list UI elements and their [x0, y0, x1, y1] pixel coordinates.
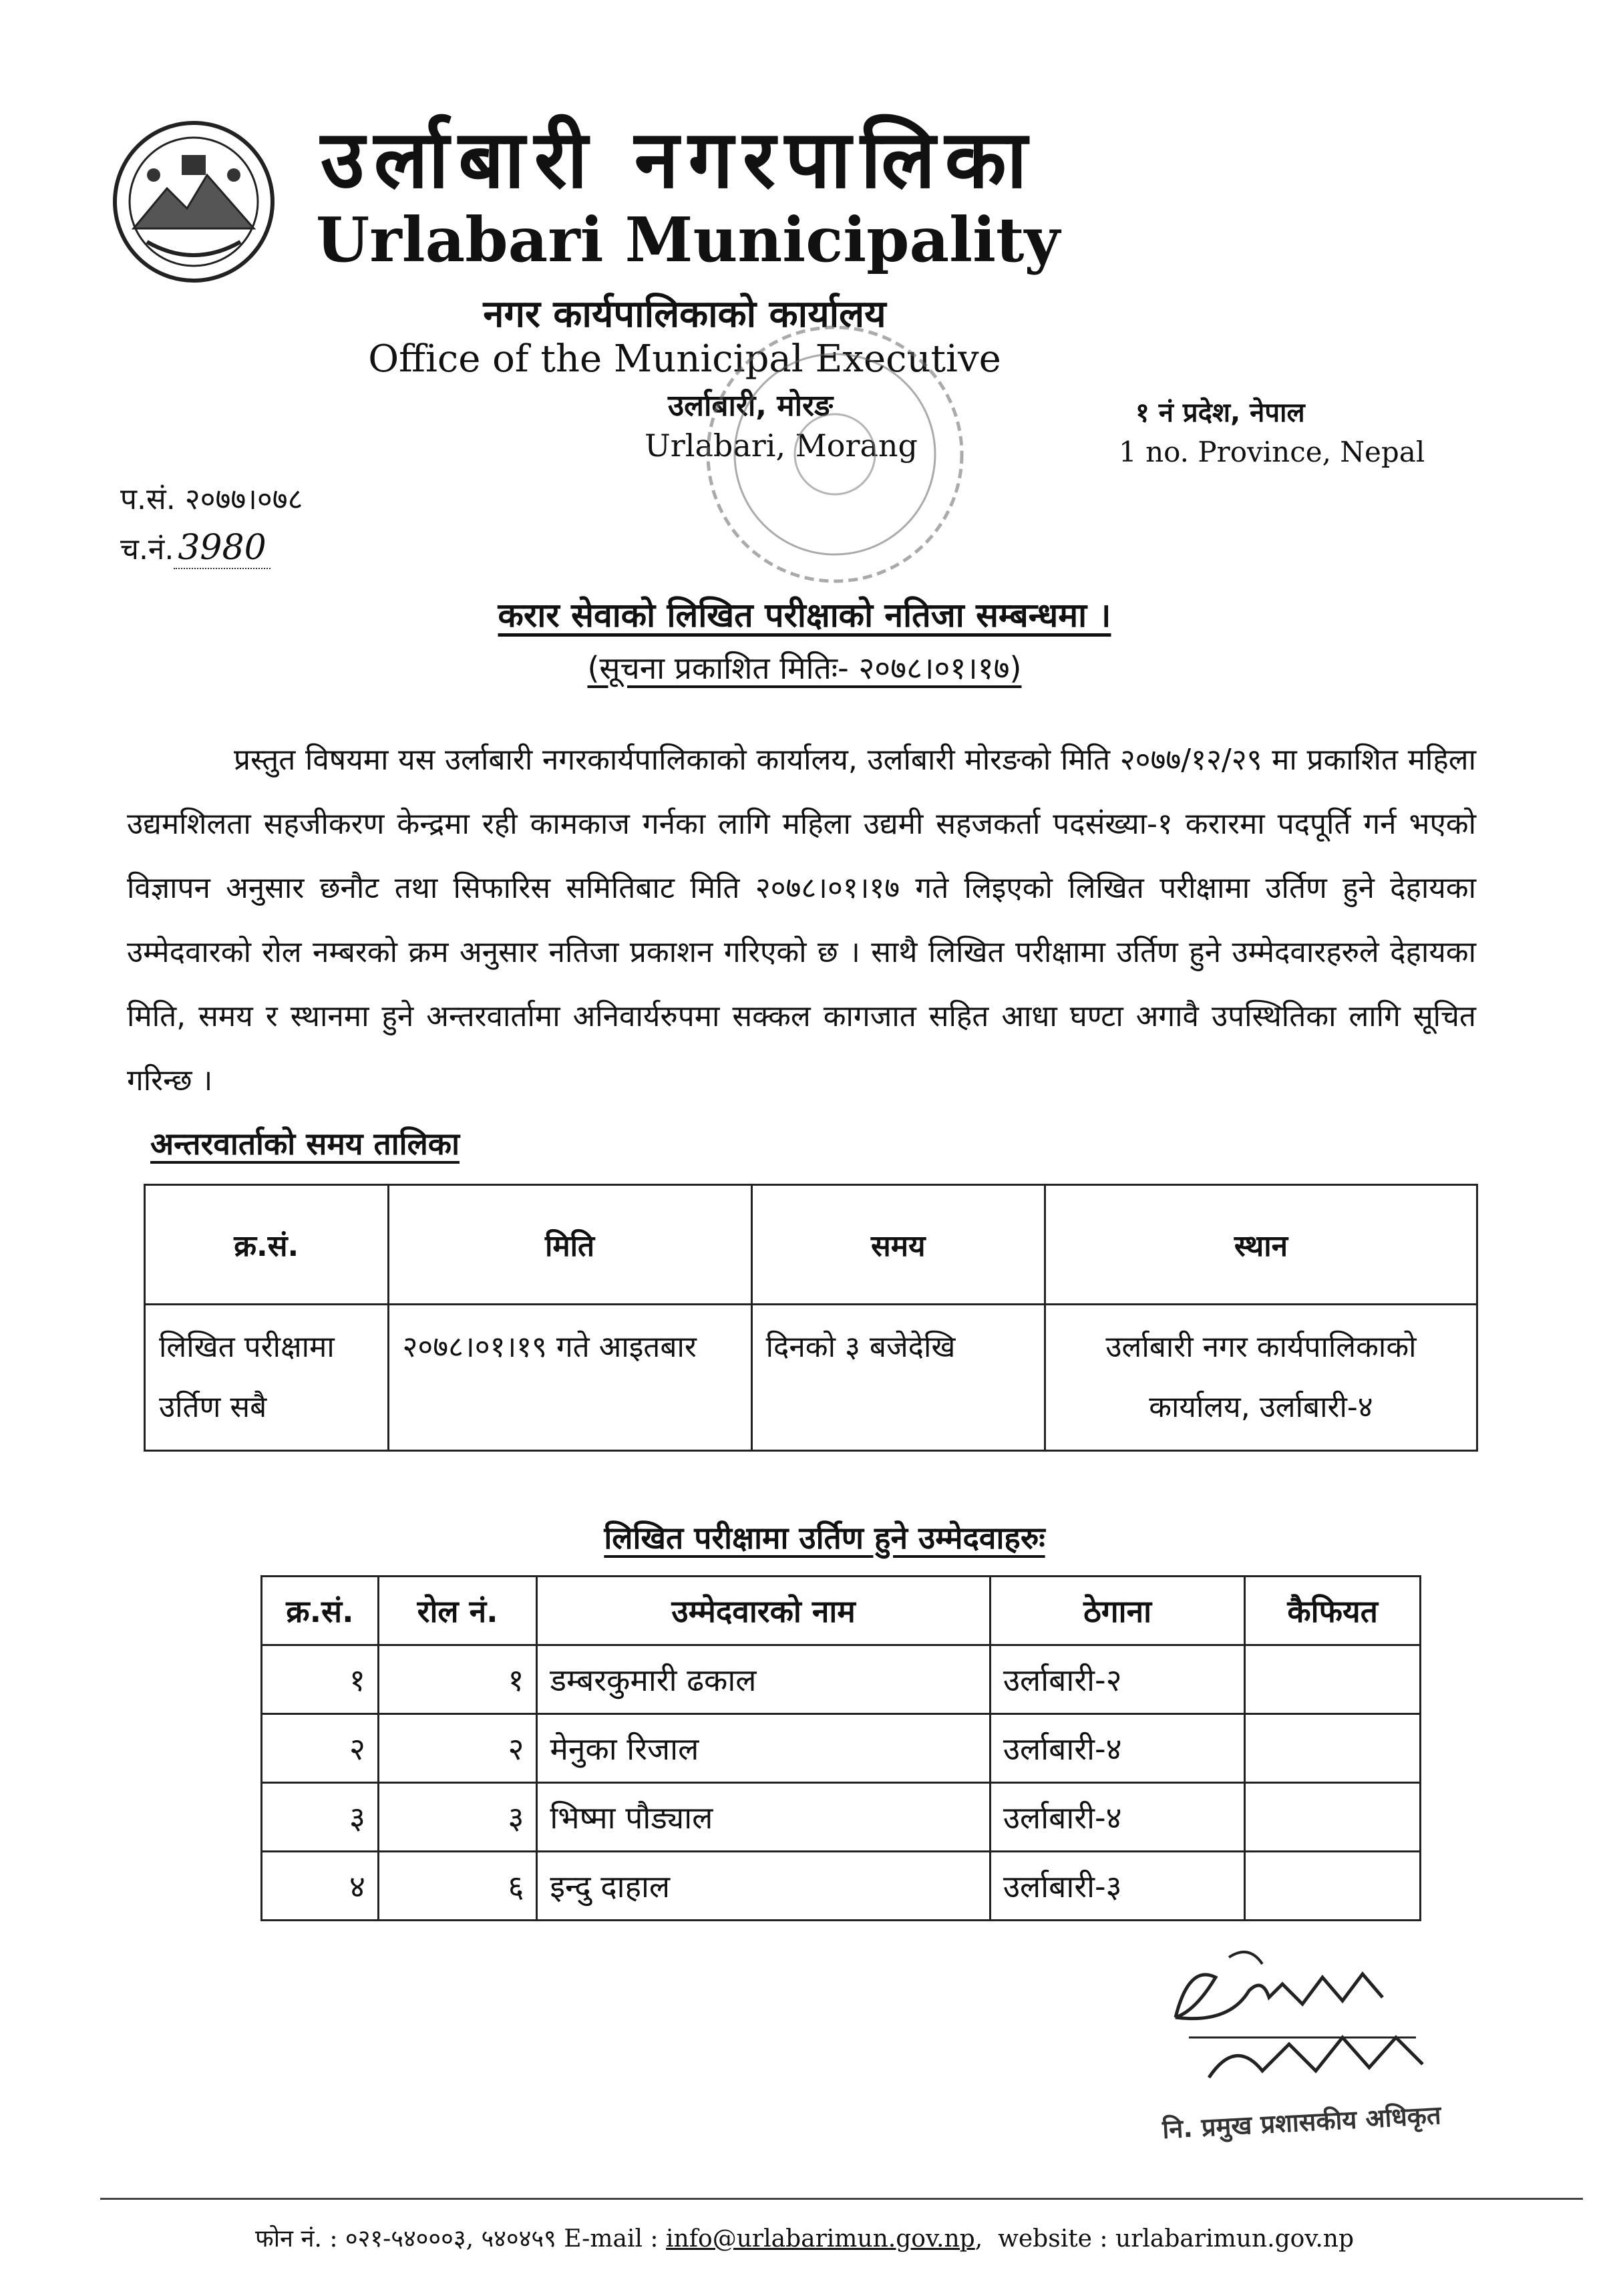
phone-number: ०२१-५४०००३, ५४०४५९	[345, 2225, 556, 2253]
cand-remarks	[1245, 1714, 1421, 1783]
cand-remarks	[1245, 1645, 1421, 1714]
cand-name: डम्बरकुमारी ढकाल	[537, 1645, 990, 1714]
province-en: 1 no. Province, Nepal	[1119, 436, 1425, 468]
table-header-row	[262, 1577, 1421, 1645]
office-title-np: नगर कार्यपालिकाको कार्यालय	[483, 293, 886, 336]
schedule-cell-time: दिनको ३ बजेदेखि	[751, 1305, 1045, 1451]
interview-schedule-table	[144, 1184, 1478, 1452]
schedule-header-place: स्थान	[1045, 1185, 1477, 1305]
table-row	[262, 1852, 1421, 1921]
schedule-cell-sn: लिखित परीक्षामा उर्तिण सबै	[145, 1305, 389, 1451]
table-row	[262, 1783, 1421, 1852]
address-np: उर्लाबारी, मोरङ	[668, 389, 834, 423]
schedule-heading: अन्तरवार्ताको समय तालिका	[150, 1126, 460, 1162]
cand-header-roll: रोल नं.	[378, 1577, 537, 1645]
footer-divider	[100, 2198, 1583, 2200]
candidates-heading-text: लिखित परीक्षामा उर्तिण हुने उम्मेदवाहरुः	[604, 1520, 1045, 1556]
cand-sn: ४	[262, 1852, 379, 1921]
reference-ps	[120, 478, 303, 518]
province-np: १ नं प्रदेश, नेपाल	[1135, 397, 1305, 428]
table-header-row	[145, 1185, 1477, 1305]
cand-remarks	[1245, 1783, 1421, 1852]
cand-sn: २	[262, 1714, 379, 1783]
cand-address: उर्लाबारी-४	[990, 1783, 1244, 1852]
cand-header-sn: क्र.सं.	[262, 1577, 379, 1645]
footer-contact: फोन नं. : ०२१-५४०००३, ५४०४५९ E-mail : info@urlabarimun.gov.np, website : urlabarimun.gov.np	[254, 2225, 1355, 2253]
signatory-title: नि. प्रमुख प्रशासकीय अधिकृत	[1161, 2100, 1442, 2144]
cand-sn: ३	[262, 1783, 379, 1852]
schedule-header-sn: क्र.सं.	[145, 1185, 389, 1305]
subject-text: करार सेवाको लिखित परीक्षाको नतिजा सम्बन्धमा ।	[498, 596, 1111, 635]
office-stamp-icon	[695, 314, 975, 595]
cand-address: उर्लाबारी-२	[990, 1645, 1244, 1714]
cand-sn: १	[262, 1645, 379, 1714]
cand-roll: १	[378, 1645, 537, 1714]
address-en: Urlabari, Morang	[645, 428, 918, 464]
website-label: website :	[998, 2225, 1108, 2253]
cand-roll: ६	[378, 1852, 537, 1921]
table-row	[262, 1645, 1421, 1714]
ps-label: प.सं.	[120, 482, 176, 516]
table-row	[145, 1305, 1477, 1451]
municipality-title-np: उर्लाबारी नगरपालिका	[321, 114, 1037, 206]
candidates-heading	[0, 1516, 1609, 1558]
cn-label: च.नं.	[120, 532, 174, 566]
cand-name: भिष्मा पौड्याल	[537, 1783, 990, 1852]
cand-header-name: उम्मेदवारको नाम	[537, 1577, 990, 1645]
cand-name: मेनुका रिजाल	[537, 1714, 990, 1783]
website-link[interactable]: urlabarimun.gov.np	[1115, 2225, 1355, 2253]
cand-header-remarks: कैफियत	[1245, 1577, 1421, 1645]
subject-heading	[0, 591, 1609, 637]
ps-value: २०७७।०७८	[184, 482, 303, 516]
notice-date	[0, 647, 1609, 688]
cn-value: 3980	[174, 528, 270, 569]
cand-address: उर्लाबारी-३	[990, 1852, 1244, 1921]
schedule-header-time: समय	[751, 1185, 1045, 1305]
reference-cn	[120, 528, 271, 568]
candidates-table	[260, 1575, 1421, 1921]
cand-header-address: ठेगाना	[990, 1577, 1244, 1645]
office-title-en: Office of the Municipal Executive	[368, 337, 1001, 381]
cand-roll: २	[378, 1714, 537, 1783]
schedule-cell-place: उर्लाबारी नगर कार्यपालिकाको कार्यालय, उर्लाबारी-४	[1045, 1305, 1477, 1451]
phone-label: फोन नं. :	[254, 2225, 338, 2253]
municipality-title-en: Urlabari Municipality	[316, 204, 1060, 276]
body-paragraph: प्रस्तुत विषयमा यस उर्लाबारी नगरकार्यपालिकाको कार्यालय, उर्लाबारी मोरङको मिति २०७७/१२/२९ मा प्रकाशित महिला उद्यमशिलता सहजीकरण केन्द्रमा रही कामकाज गर्नका लागि महिला उद्यमी सहजकर्ता पदसंख्या-१ करारमा पदपूर्ति गर्न भएको विज्ञापन अनुसार छनौट तथा सिफारिस समितिबाट मिति २०७८।०१।१७ गते लिइएको लिखित परीक्षामा उर्तिण हुने देहायका उम्मेदवारको रोल नम्बरको क्रम अनुसार नतिजा प्रकाशन गरिएको छ । साथै लिखित परीक्षामा उर्तिण हुने उम्मेदवारहरुले देहायका मिति, समय र स्थानमा हुने अन्तरवार्तामा अनिवार्यरुपमा सक्कल कागजात सहित आधा घण्टा अगावै उपस्थितिका लागि सूचित गरिन्छ ।	[127, 743, 1476, 1098]
schedule-header-date: मिति	[388, 1185, 751, 1305]
cand-roll: ३	[378, 1783, 537, 1852]
cand-address: उर्लाबारी-४	[990, 1714, 1244, 1783]
cand-remarks	[1245, 1852, 1421, 1921]
notice-date-text: (सूचना प्रकाशित मितिः- २०७८।०१।१७)	[587, 650, 1022, 686]
schedule-cell-date: २०७८।०१।१९ गते आइतबार	[388, 1305, 751, 1451]
table-row	[262, 1714, 1421, 1783]
email-link[interactable]: info@urlabarimun.gov.np	[666, 2225, 975, 2253]
email-label: E-mail :	[564, 2225, 659, 2253]
cand-name: इन्दु दाहाल	[537, 1852, 990, 1921]
signature-icon	[1149, 1937, 1456, 2098]
